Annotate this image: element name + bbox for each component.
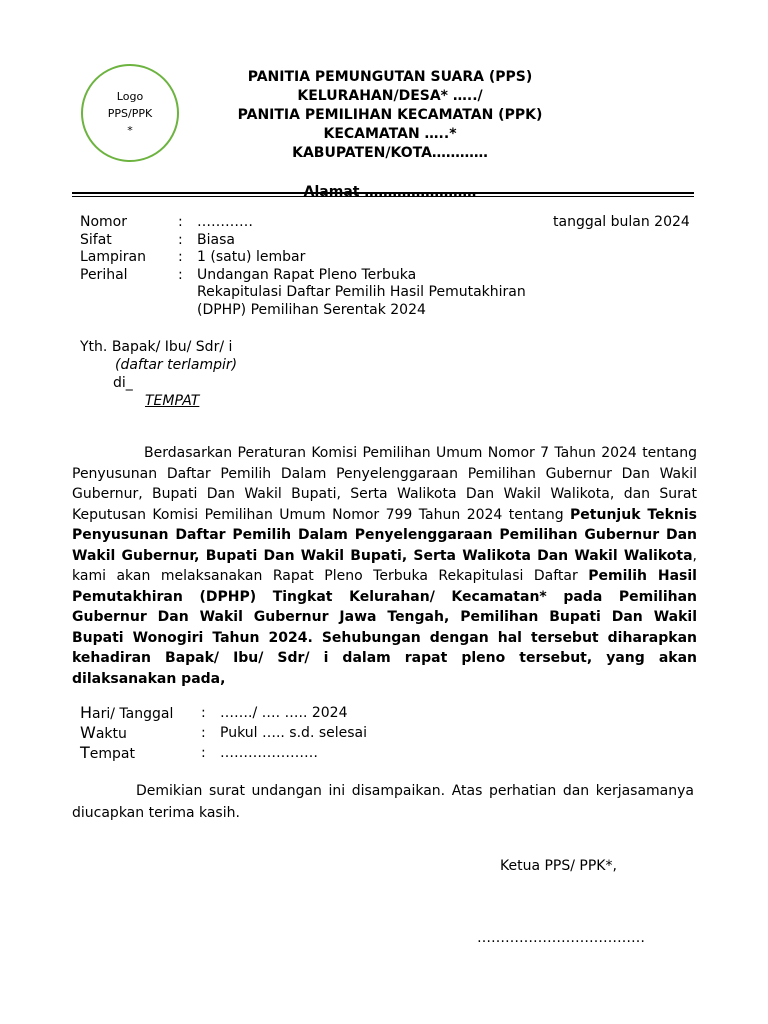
meta-colon: : <box>178 231 183 248</box>
body-text-bold2: Pemilih Hasil Pemutakhiran (DPHP) Tingkat Kelurahan/ Kecamatan* pada Pemilihan Gubernur Dan Wakil Gubernur Jawa Tengah, Pemilihan Bupati Dan Wakil Bupati Wonogiri Tahun 2024. Sehubungan dengan hal tersebut diharapkan kehadiran Bapak/ Ibu/ Sdr/ i dalam rapat pleno tersebut, yang akan dilaksanakan pada, <box>72 568 697 687</box>
meta-colon: : <box>178 266 183 283</box>
meta-label: Perihal <box>80 266 128 283</box>
letterhead <box>190 68 590 202</box>
letterhead-line1: PANITIA PEMUNGUTAN SUARA (PPS) KELURAHAN/DESA* …../ <box>247 69 533 104</box>
signature-title: Ketua PPS/ PPK*, <box>500 858 617 874</box>
body-text-bold1: Petunjuk Teknis Penyusunan Daftar Pemilih Dalam Penyelenggaraan Pemilihan Gubernur Dan Wakil Gubernur, Bupati Dan Wakil Bupati, Serta Walikota Dan Wakil Walikota <box>72 506 697 564</box>
closing-text: Demikian surat undangan ini disampaikan. Atas perhatian dan kerjasamanya diucapkan terima kasih. <box>72 783 694 821</box>
closing-paragraph <box>72 780 694 824</box>
logo-text-line1: Logo <box>116 89 144 103</box>
schedule-label: Hari/ Tanggal <box>80 703 174 722</box>
meta-row-sifat <box>80 232 694 250</box>
letterhead-divider-thick <box>72 192 694 194</box>
meta-value: (DPHP) Pemilihan Serentak 2024 <box>197 301 426 318</box>
meta-label: Sifat <box>80 231 112 248</box>
schedule-row-place <box>80 743 580 763</box>
schedule-block <box>80 703 580 763</box>
meta-row-perihal-cont1 <box>80 284 694 302</box>
meta-value: Biasa <box>197 231 235 248</box>
signature-line: ……………………………… <box>477 930 645 946</box>
meta-value: 1 (satu) lembar <box>197 249 306 265</box>
letterhead-line3: KABUPATEN/KOTA………… <box>292 145 488 161</box>
meta-row-lampiran <box>80 249 694 267</box>
meta-value: Undangan Rapat Pleno Terbuka <box>197 266 417 283</box>
schedule-value: ……./ …. ….. 2024 <box>220 705 348 721</box>
schedule-value: Pukul ….. s.d. selesai <box>220 725 368 741</box>
letter-date: tanggal bulan 2024 <box>553 214 690 230</box>
logo-text-line2: PPS/PPK <box>107 106 153 120</box>
body-text-part1: Berdasarkan Peraturan Komisi Pemilihan Umum Nomor 7 Tahun 2024 tentang Penyusunan Daftar Pemilih Dalam Penyelenggaraan Pemilihan Gubernur Dan Wakil Gubernur, Bupati Dan Wakil Bupati, Serta Walikota Dan Wakil Walikota, dan Surat Keputusan Komisi Pemilihan Umum Nomor 799 Tahun 2024 tentang <box>72 445 697 523</box>
body-text-part2: , kami akan melaksanakan Rapat Pleno Terbuka Rekapitulasi Daftar <box>72 547 697 584</box>
addressee-line3: di_ <box>113 375 133 391</box>
meta-value: ………… <box>197 214 253 230</box>
meta-row-perihal <box>80 267 694 285</box>
addressee-block <box>80 338 237 410</box>
meta-colon: : <box>178 249 183 265</box>
meta-label: Nomor <box>80 214 127 230</box>
logo-placeholder <box>81 64 179 162</box>
schedule-value: ………………… <box>220 745 318 761</box>
schedule-colon: : <box>201 705 206 721</box>
schedule-row-time <box>80 723 580 743</box>
schedule-colon: : <box>201 745 206 761</box>
addressee-line2: (daftar terlampir) <box>115 357 238 373</box>
meta-label: Lampiran <box>80 249 147 265</box>
letterhead-divider-thin <box>72 196 694 197</box>
letterhead-address: Alamat …………………… <box>303 184 477 200</box>
schedule-colon: : <box>201 725 206 741</box>
schedule-label: Waktu <box>80 723 127 742</box>
meta-value: Rekapitulasi Daftar Pemilih Hasil Pemutakhiran <box>197 284 526 300</box>
meta-row-perihal-cont2 <box>80 302 694 320</box>
letterhead-line2: PANITIA PEMILIHAN KECAMATAN (PPK) KECAMATAN …..* <box>237 107 543 142</box>
addressee-line1: Yth. Bapak/ Ibu/ Sdr/ i <box>80 339 233 355</box>
logo-text-line3: * <box>127 123 133 137</box>
schedule-row-date <box>80 703 580 723</box>
addressee-line4: TEMPAT <box>145 393 200 409</box>
body-paragraph <box>72 443 697 689</box>
schedule-label: Tempat <box>80 743 135 762</box>
meta-colon: : <box>178 214 183 230</box>
